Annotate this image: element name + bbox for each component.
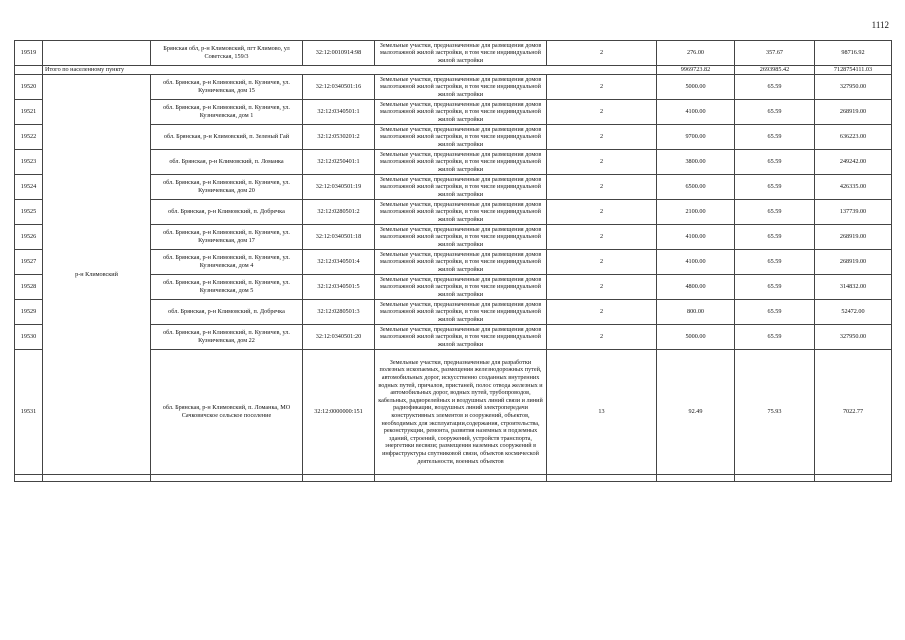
subtotal-num-cell bbox=[15, 66, 43, 75]
rate-value: 65.59 bbox=[735, 250, 815, 275]
land-category: Земельные участки, предназначенные для размещения домов малоэтажной жилой застройки, в том числе индивидуальной жилой застройки bbox=[375, 250, 547, 275]
cadastral-value: 137739.00 bbox=[815, 200, 892, 225]
cadastral-number: 32:12:0530201:2 bbox=[303, 125, 375, 150]
rate-value: 65.59 bbox=[735, 275, 815, 300]
record-number: 19520 bbox=[15, 75, 43, 100]
cadastral-number: 32:12:0340501:20 bbox=[303, 325, 375, 350]
page-number: 1112 bbox=[871, 20, 889, 30]
group-number: 2 bbox=[547, 75, 657, 100]
address-cell: обл. Брянская, р-н Климовский, п. Кузничев, ул. Кузничевская, дом 4 bbox=[151, 250, 303, 275]
subtotal-rate: 2693985.42 bbox=[735, 66, 815, 75]
cadastral-value: 268919.00 bbox=[815, 225, 892, 250]
empty-cell bbox=[151, 475, 303, 482]
empty-cell bbox=[815, 475, 892, 482]
rate-value: 65.59 bbox=[735, 300, 815, 325]
record-number: 19529 bbox=[15, 300, 43, 325]
record-number: 19531 bbox=[15, 350, 43, 475]
cadastral-number: 32:12:0340501:1 bbox=[303, 100, 375, 125]
cadastral-value: 98716.92 bbox=[815, 41, 892, 66]
table-row bbox=[15, 75, 892, 100]
address-cell: обл. Брянская, р-н Климовский, п. Ломанка bbox=[151, 150, 303, 175]
address-cell: обл. Брянская, р-н Климовский, п. Добречка bbox=[151, 200, 303, 225]
area-value: 5000.00 bbox=[657, 75, 735, 100]
group-number: 2 bbox=[547, 275, 657, 300]
record-number: 19519 bbox=[15, 41, 43, 66]
area-value: 4100.00 bbox=[657, 225, 735, 250]
address-cell: обл. Брянская, р-н Климовский, п. Ломанка, МО Сачковичское сельское поселение bbox=[151, 350, 303, 475]
empty-cell bbox=[43, 475, 151, 482]
rate-value: 65.59 bbox=[735, 225, 815, 250]
empty-cell bbox=[657, 475, 735, 482]
record-number: 19526 bbox=[15, 225, 43, 250]
cadastral-value: 268919.00 bbox=[815, 250, 892, 275]
address-cell: обл. Брянская, р-н Климовский, п. Кузничев, ул. Кузничевская, дом 15 bbox=[151, 75, 303, 100]
registry-table bbox=[14, 40, 892, 482]
locality-cell: р-н Климовский bbox=[43, 75, 151, 475]
record-number: 19530 bbox=[15, 325, 43, 350]
record-number: 19525 bbox=[15, 200, 43, 225]
group-number: 2 bbox=[547, 200, 657, 225]
cadastral-number: 32:12:0250401:1 bbox=[303, 150, 375, 175]
record-number: 19528 bbox=[15, 275, 43, 300]
cadastral-value: 7022.77 bbox=[815, 350, 892, 475]
cadastral-value: 52472.00 bbox=[815, 300, 892, 325]
land-category: Земельные участки, предназначенные для размещения домов малоэтажной жилой застройки, в том числе индивидуальной жилой застройки bbox=[375, 41, 547, 66]
area-value: 5000.00 bbox=[657, 325, 735, 350]
cadastral-value: 426335.00 bbox=[815, 175, 892, 200]
group-number: 2 bbox=[547, 41, 657, 66]
rate-value: 65.59 bbox=[735, 100, 815, 125]
land-category: Земельные участки, предназначенные для разработки полезных ископаемых, размещения железнодорожных путей, автомобильных дорог, искусственно созданных внутренних водных путей, причалов, пристаней, полос отвода железных и автомобильных дорог, водных путей, трубопроводов, кабельных, радиорелейных и воздушных линий связи и линий радиофикации, воздушных линий электропередачи конструктивных элементов и сооружений, объектов, необходимых для эксплуатации,содержания, строительства, реконструкции, ремонта, развития наземных и подземных зданий, строений, сооружений, устройств транспорта, энергетики весвязи; размещения наземных сооружений в инфраструктуры спутниковой связи, объектов космической деятельности, военных объектов bbox=[375, 350, 547, 475]
empty-cell bbox=[547, 475, 657, 482]
record-number: 19522 bbox=[15, 125, 43, 150]
cadastral-number: 32:12:0000000:151 bbox=[303, 350, 375, 475]
area-value: 800.00 bbox=[657, 300, 735, 325]
area-value: 4800.00 bbox=[657, 275, 735, 300]
cadastral-number: 32:12:0340501:4 bbox=[303, 250, 375, 275]
cadastral-value: 327950.00 bbox=[815, 75, 892, 100]
record-number: 19523 bbox=[15, 150, 43, 175]
cadastral-value: 636223.00 bbox=[815, 125, 892, 150]
area-value: 2100.00 bbox=[657, 200, 735, 225]
cadastral-number: 32:12:0340501:19 bbox=[303, 175, 375, 200]
group-number: 2 bbox=[547, 225, 657, 250]
area-value: 9700.00 bbox=[657, 125, 735, 150]
address-cell: обл. Брянская, р-н Климовский, п. Зеленый Гай bbox=[151, 125, 303, 150]
area-value: 4100.00 bbox=[657, 250, 735, 275]
area-value: 92.49 bbox=[657, 350, 735, 475]
record-number: 19521 bbox=[15, 100, 43, 125]
cadastral-number: 32:12:0280501:2 bbox=[303, 200, 375, 225]
empty-row bbox=[15, 475, 892, 482]
area-value: 6500.00 bbox=[657, 175, 735, 200]
rate-value: 65.59 bbox=[735, 325, 815, 350]
empty-cell bbox=[375, 475, 547, 482]
subtotal-value: 7128754111.03 bbox=[815, 66, 892, 75]
land-category: Земельные участки, предназначенные для размещения домов малоэтажной жилой застройки, в том числе индивидуальной жилой застройки bbox=[375, 75, 547, 100]
record-number: 19527 bbox=[15, 250, 43, 275]
group-number: 2 bbox=[547, 125, 657, 150]
empty-cell bbox=[15, 475, 43, 482]
group-number: 2 bbox=[547, 175, 657, 200]
address-cell: обл. Брянская, р-н Климовский, п. Кузничев, ул. Кузничевская, дом 1 bbox=[151, 100, 303, 125]
land-category: Земельные участки, предназначенные для размещения домов малоэтажной жилой застройки, в том числе индивидуальной жилой застройки bbox=[375, 175, 547, 200]
land-category: Земельные участки, предназначенные для размещения домов малоэтажной жилой застройки, в том числе индивидуальной жилой застройки bbox=[375, 150, 547, 175]
cadastral-number: 32:12:0340501:16 bbox=[303, 75, 375, 100]
rate-value: 75.93 bbox=[735, 350, 815, 475]
rate-value: 65.59 bbox=[735, 125, 815, 150]
cadastral-number: 32:12:0340501:18 bbox=[303, 225, 375, 250]
group-number: 2 bbox=[547, 100, 657, 125]
subtotal-row bbox=[15, 66, 892, 75]
subtotal-label: Итого по населенному пункту bbox=[43, 66, 657, 75]
group-number: 2 bbox=[547, 300, 657, 325]
group-number: 13 bbox=[547, 350, 657, 475]
subtotal-area: 9969723.82 bbox=[657, 66, 735, 75]
land-category: Земельные участки, предназначенные для размещения домов малоэтажной жилой застройки, в том числе индивидуальной жилой застройки bbox=[375, 275, 547, 300]
cadastral-number: 32:12:0280501:3 bbox=[303, 300, 375, 325]
cadastral-value: 314832.00 bbox=[815, 275, 892, 300]
land-category: Земельные участки, предназначенные для размещения домов малоэтажной жилой застройки, в том числе индивидуальной жилой застройки bbox=[375, 200, 547, 225]
land-category: Земельные участки, предназначенные для размещения домов малоэтажной жилой застройки, в том числе индивидуальной жилой застройки bbox=[375, 225, 547, 250]
address-cell: обл. Брянская, р-н Климовский, п. Добречка bbox=[151, 300, 303, 325]
address-cell: обл. Брянская, р-н Климовский, п. Кузничев, ул. Кузничевская, дом 20 bbox=[151, 175, 303, 200]
cadastral-value: 249242.00 bbox=[815, 150, 892, 175]
cadastral-number: 32:12:0340501:5 bbox=[303, 275, 375, 300]
land-category: Земельные участки, предназначенные для размещения домов малоэтажной жилой застройки, в том числе индивидуальной жилой застройки bbox=[375, 100, 547, 125]
address-cell: обл. Брянская, р-н Климовский, п. Кузничев, ул. Кузничевская, дом 17 bbox=[151, 225, 303, 250]
address-cell: обл. Брянская, р-н Климовский, п. Кузничев, ул. Кузничевская, дом 5 bbox=[151, 275, 303, 300]
cadastral-value: 268919.00 bbox=[815, 100, 892, 125]
land-category: Земельные участки, предназначенные для размещения домов малоэтажной жилой застройки, в том числе индивидуальной жилой застройки bbox=[375, 325, 547, 350]
rate-value: 65.59 bbox=[735, 175, 815, 200]
empty-cell bbox=[303, 475, 375, 482]
land-category: Земельные участки, предназначенные для размещения домов малоэтажной жилой застройки, в том числе индивидуальной жилой застройки bbox=[375, 300, 547, 325]
group-number: 2 bbox=[547, 250, 657, 275]
area-value: 3800.00 bbox=[657, 150, 735, 175]
cadastral-value: 327950.00 bbox=[815, 325, 892, 350]
locality-cell bbox=[43, 41, 151, 66]
table-row bbox=[15, 41, 892, 66]
rate-value: 65.59 bbox=[735, 150, 815, 175]
area-value: 4100.00 bbox=[657, 100, 735, 125]
land-category: Земельные участки, предназначенные для размещения домов малоэтажной жилой застройки, в том числе индивидуальной жилой застройки bbox=[375, 125, 547, 150]
empty-cell bbox=[735, 475, 815, 482]
rate-value: 357.67 bbox=[735, 41, 815, 66]
address-cell: Брянская обл, р-н Климовский, пгт Климово, ул Советская, 159/3 bbox=[151, 41, 303, 66]
record-number: 19524 bbox=[15, 175, 43, 200]
rate-value: 65.59 bbox=[735, 200, 815, 225]
rate-value: 65.59 bbox=[735, 75, 815, 100]
address-cell: обл. Брянская, р-н Климовский, п. Кузничев, ул. Кузничевская, дом 22 bbox=[151, 325, 303, 350]
area-value: 276.00 bbox=[657, 41, 735, 66]
cadastral-number: 32:12:0010914:98 bbox=[303, 41, 375, 66]
group-number: 2 bbox=[547, 150, 657, 175]
group-number: 2 bbox=[547, 325, 657, 350]
